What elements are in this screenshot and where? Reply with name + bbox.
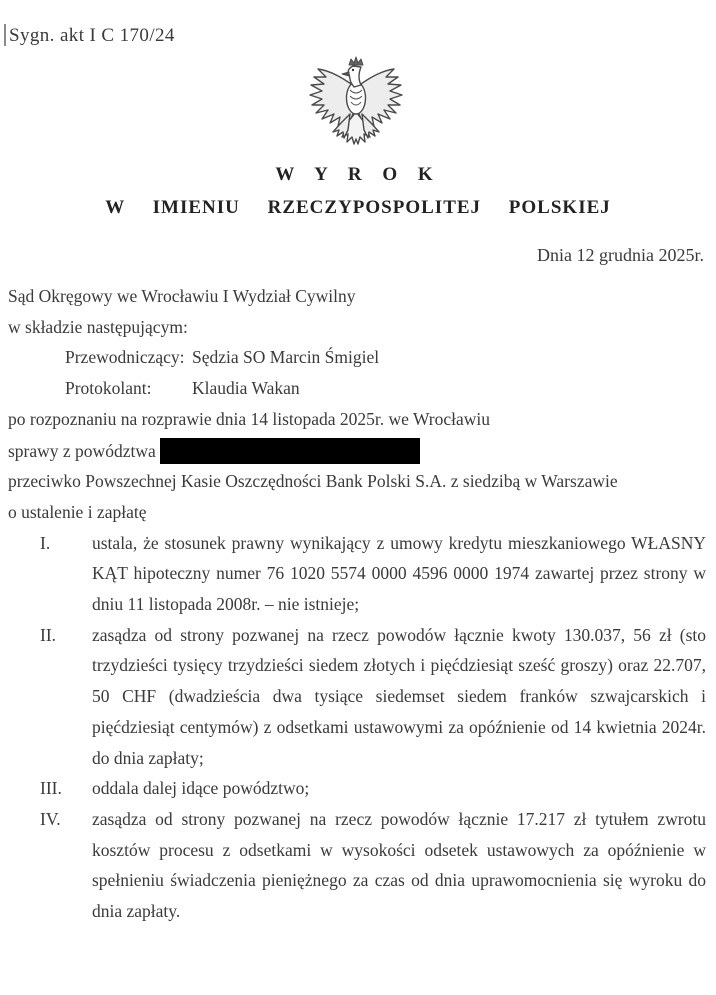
- ruling-item-3: [8, 773, 706, 804]
- ruling-numeral: III.: [40, 778, 62, 799]
- plaintiff-prefix: sprawy z powództwa: [8, 440, 156, 461]
- ruling-item-1: [8, 528, 706, 620]
- ruling-item-2: [8, 620, 706, 774]
- document-body: [8, 281, 706, 927]
- text-cursor: [4, 24, 6, 46]
- defendant-line: przeciwko Powszechnej Kasie Oszczędności Bank Polski S.A. z siedzibą w Warszawie: [8, 471, 618, 492]
- court-line: Sąd Okręgowy we Wrocławiu I Wydział Cywilny: [8, 286, 356, 306]
- ruling-text: ustala, że stosunek prawny wynikający z umowy kredytu mieszkaniowego WŁASNY KĄT hipoteczny numer 76 1020 5574 0000 4596 0000 1974 zawartej przez strony w dniu 11 listopada 2008r. – nie istnieje;: [92, 532, 706, 615]
- panel-clerk-name: Klaudia Wakan: [192, 378, 300, 399]
- panel-row-presiding-judge: [8, 342, 706, 373]
- ruling-text: oddala dalej idące powództwo;: [92, 778, 310, 799]
- subject-line: o ustalenie i zapłatę: [8, 501, 147, 522]
- ruling-text: zasądza od strony pozwanej na rzecz powodów łącznie kwoty 130.037, 56 zł (sto trzydzieści tysięcy trzydzieści siedem złotych i pięćdziesiąt sześć groszy) oraz 22.707, 50 CHF (dwadzieścia dwa tysiące siedemset siedem franków szwajcarskich i pięćdziesiąt centymów) z odsetkami ustawowymi za opóźnienie od 14 kwietnia 2024r. do dnia zapłaty;: [92, 624, 706, 768]
- ruling-numeral: IV.: [40, 808, 61, 829]
- panel-role-label: Protokolant:: [65, 378, 152, 399]
- panel-judge-name: Sędzia SO Marcin Śmigiel: [192, 347, 380, 368]
- ruling-text: zasądza od strony pozwanej na rzecz powodów łącznie 17.217 zł tytułem zwrotu kosztów procesu z odsetkami w wysokości odsetek ustawowych za opóźnienie w spełnieniu świadczenia pieniężnego za czas od dnia uprawomocnienia się wyroku do dnia zapłaty.: [92, 808, 706, 922]
- ruling-numeral: II.: [40, 624, 57, 645]
- panel-role-label: Przewodniczący:: [65, 347, 185, 368]
- panel-intro: w składzie następującym:: [8, 316, 188, 337]
- plaintiff-line: [8, 435, 706, 467]
- redacted-plaintiff-name: [160, 438, 420, 464]
- case-number: Sygn. akt I C 170/24: [9, 25, 175, 46]
- polish-eagle-emblem: [306, 56, 406, 148]
- hearing-line: po rozpoznaniu na rozprawie dnia 14 listopada 2025r. we Wrocławiu: [8, 408, 491, 429]
- panel-row-clerk: [8, 373, 706, 404]
- document-title: W Y R O K: [275, 164, 441, 185]
- ruling-item-4: [8, 804, 706, 927]
- ruling-numeral: I.: [40, 532, 51, 553]
- judgment-date: Dnia 12 grudnia 2025r.: [537, 245, 704, 265]
- document-subtitle: W IMIENIU RZECZYPOSPOLITEJ POLSKIEJ: [105, 197, 611, 218]
